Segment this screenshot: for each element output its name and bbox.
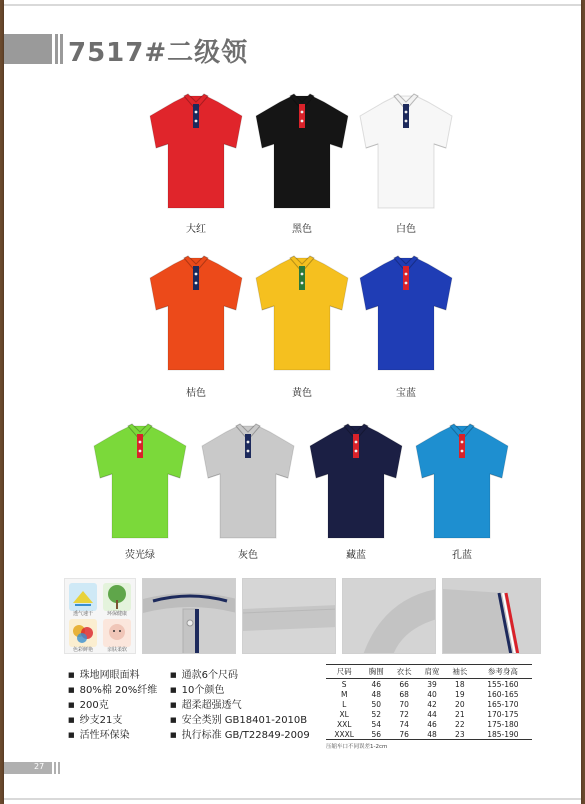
polo-shirt-image (196, 420, 300, 548)
size-cell: 76 (390, 729, 418, 740)
polo-shirt-image (144, 90, 248, 218)
polo-shirt-image (354, 252, 458, 380)
icon-caption: 环保健康 (106, 611, 127, 617)
page-title: 7517#二级领 (68, 38, 249, 68)
size-cell: 70 (399, 699, 409, 709)
size-cell: 18 (455, 679, 465, 689)
size-chart-header-row (326, 665, 532, 679)
sleeve-detail-photo (342, 578, 436, 654)
polo-shirt-image (144, 252, 248, 380)
footer-stripe (54, 762, 56, 774)
size-cell: 46 (427, 719, 437, 729)
size-row (326, 689, 532, 699)
bottom-rule (4, 798, 581, 800)
column-header: 袖长 (446, 665, 474, 679)
icon-caption: 亲肤柔软 (106, 647, 127, 653)
size-chart-body (326, 679, 532, 740)
catalog-page (4, 0, 581, 804)
polo-shirt-image (88, 420, 192, 548)
polo-shirt-image (250, 252, 354, 380)
size-cell: XXXL (326, 729, 362, 740)
size-cell: 66 (399, 679, 409, 689)
spec-list (68, 664, 328, 744)
size-cell: 44 (427, 709, 437, 719)
size-cell: XXL (336, 719, 352, 729)
color-label: 大红 (186, 224, 206, 235)
size-cell: 74 (399, 719, 409, 729)
hem-detail-photo (242, 578, 336, 654)
size-cell: 68 (399, 689, 409, 699)
size-row (326, 699, 532, 709)
size-row (326, 729, 532, 740)
size-cell: 48 (371, 689, 382, 699)
size-cell: 54 (371, 719, 382, 729)
spec-item: ■ 珠地网眼面料 (68, 666, 140, 681)
spec-item: ■ 安全类别 GB18401-2010B (170, 711, 307, 726)
spec-item: ■ 超柔超强透气 (170, 696, 242, 711)
baby-comfort-icon (103, 619, 131, 647)
size-cell: S (341, 679, 347, 689)
size-cell: 46 (371, 679, 382, 689)
eco-tree-icon (103, 583, 131, 611)
polo-shirt-image (250, 90, 354, 218)
size-cell: XL (339, 709, 349, 719)
detail-row (64, 578, 541, 654)
color-label: 宝蓝 (396, 388, 416, 399)
size-cell: L (342, 699, 347, 709)
polo-shirt-image (354, 90, 458, 218)
header-gray-block (4, 34, 52, 64)
color-label: 藏蓝 (346, 550, 366, 561)
color-label: 白色 (396, 224, 416, 235)
spec-item: ■ 通款6个尺码 (170, 666, 238, 681)
size-cell: 20 (455, 699, 465, 709)
size-note: 压缩车口不同误差1-2cm (326, 744, 388, 750)
breathable-icon (69, 583, 97, 611)
size-chart-table (326, 664, 532, 740)
size-cell: 175-180 (487, 719, 519, 729)
column-header: 胸围 (362, 665, 390, 679)
size-cell: 50 (371, 699, 382, 709)
size-cell: 170-175 (487, 709, 519, 719)
color-label: 孔蓝 (452, 550, 472, 561)
size-cell: 52 (371, 709, 382, 719)
footer-stripe (58, 762, 60, 774)
header-stripe (60, 34, 63, 64)
polo-shirt-image (304, 420, 408, 548)
size-cell: 72 (399, 709, 409, 719)
size-cell: 155-160 (487, 679, 519, 689)
column-header: 衣长 (390, 665, 418, 679)
icon-caption: 色彩鲜艳 (72, 647, 93, 653)
color-label: 灰色 (238, 550, 258, 561)
collar-detail-photo (142, 578, 236, 654)
color-label: 黑色 (292, 224, 312, 235)
color-label: 荧光绿 (125, 550, 155, 561)
size-cell: 22 (455, 719, 465, 729)
spec-item: ■ 200克 (68, 696, 109, 711)
size-cell: M (340, 689, 348, 699)
size-cell: 56 (362, 729, 390, 740)
size-cell: 23 (446, 729, 474, 740)
column-header: 尺码 (326, 665, 362, 679)
size-row (326, 679, 532, 690)
color-label: 黄色 (292, 388, 312, 399)
size-row (326, 719, 532, 729)
size-cell: 165-170 (487, 699, 519, 709)
color-palette-icon (69, 619, 97, 647)
color-label: 桔色 (186, 388, 206, 399)
column-header: 参考身高 (474, 665, 532, 679)
spec-item: ■ 活性环保染 (68, 726, 130, 741)
size-cell: 40 (427, 689, 437, 699)
size-cell: 21 (455, 709, 465, 719)
page-header (4, 32, 581, 68)
spec-item: ■ 执行标准 GB/T22849-2009 (170, 726, 310, 741)
spec-item: ■ 纱支21支 (68, 711, 122, 726)
size-cell: 39 (427, 679, 437, 689)
footer-gray-bar (4, 762, 52, 774)
spec-item: ■ 10个颜色 (170, 681, 224, 696)
spec-item: ■ 80%棉 20%纤维 (68, 681, 157, 696)
column-header: 肩宽 (418, 665, 446, 679)
polo-shirt-image (410, 420, 514, 548)
size-chart (326, 664, 532, 750)
size-row (326, 709, 532, 719)
icon-caption: 透气速干 (72, 611, 93, 617)
header-stripe (55, 34, 58, 64)
size-cell: 42 (427, 699, 437, 709)
size-cell: 19 (455, 689, 465, 699)
feature-icons-box (64, 578, 136, 654)
cuff-detail-photo (442, 578, 541, 654)
size-cell: 185-190 (474, 729, 532, 740)
size-cell: 160-165 (487, 689, 519, 699)
top-rule (4, 4, 581, 6)
size-cell: 48 (418, 729, 446, 740)
page-number: 27 (34, 762, 45, 771)
